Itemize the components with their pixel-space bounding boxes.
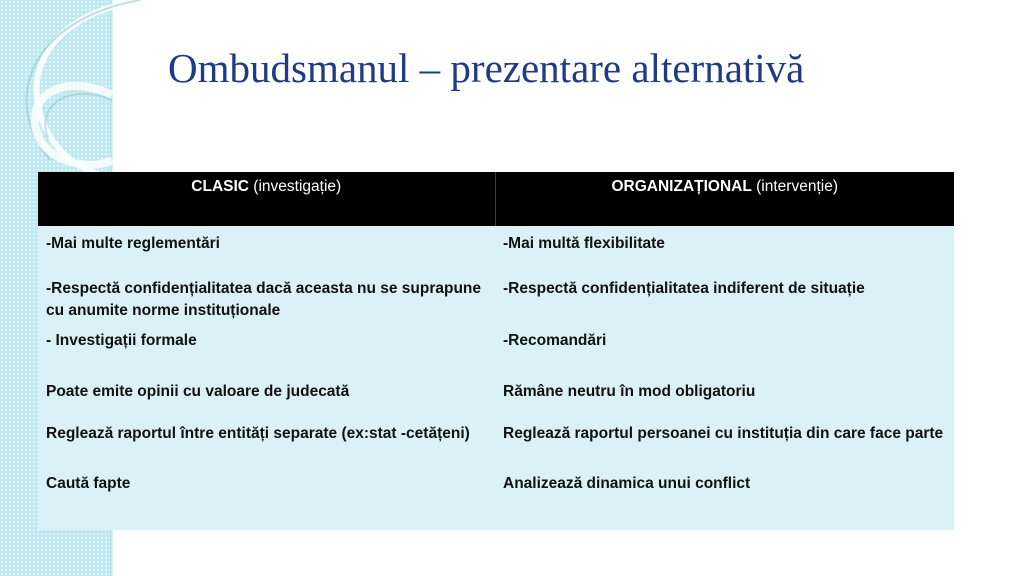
comparison-table [38,172,954,513]
table-cell: Reglează raportul între entități separate (ex:stat -cetățeni) [46,425,470,442]
table-cell: Reglează raportul persoanei cu instituția din care face parte [503,425,944,442]
table-cell: -Mai multă flexibilitate [503,235,665,252]
table-header-row [38,172,954,226]
header-clasic [38,172,495,226]
header-organizational [495,172,954,226]
header-organizational-note: (intervenție) [751,178,838,195]
table-row [38,278,954,330]
table-row [38,381,954,423]
header-clasic-note: (investigație) [249,178,342,195]
comparison-table-container [38,172,954,530]
decorative-swirl-icon [0,0,200,200]
table-row [38,226,954,278]
table-cell: -Mai multe reglementări [46,235,220,252]
table-cell: Caută fapte [46,475,131,492]
table-cell: -Recomandări [503,332,607,349]
table-cell: -Respectă confidențialitatea dacă aceasta nu se suprapune cu anumite norme instituționale [46,280,482,319]
table-cell: Poate emite opinii cu valoare de judecată [46,383,350,400]
table-row [38,330,954,381]
slide-title: Ombudsmanul – prezentare alternativă [168,45,805,91]
table-row [38,473,954,513]
header-clasic-strong: CLASIC [191,178,249,195]
table-row [38,423,954,473]
header-organizational-strong: ORGANIZAȚIONAL [611,178,752,195]
table-cell: Analizează dinamica unui conflict [503,475,751,492]
table-cell: Rămâne neutru în mod obligatoriu [503,383,756,400]
table-cell: - Investigații formale [46,332,197,349]
table-cell: -Respectă confidențialitatea indiferent de situație [503,280,865,297]
